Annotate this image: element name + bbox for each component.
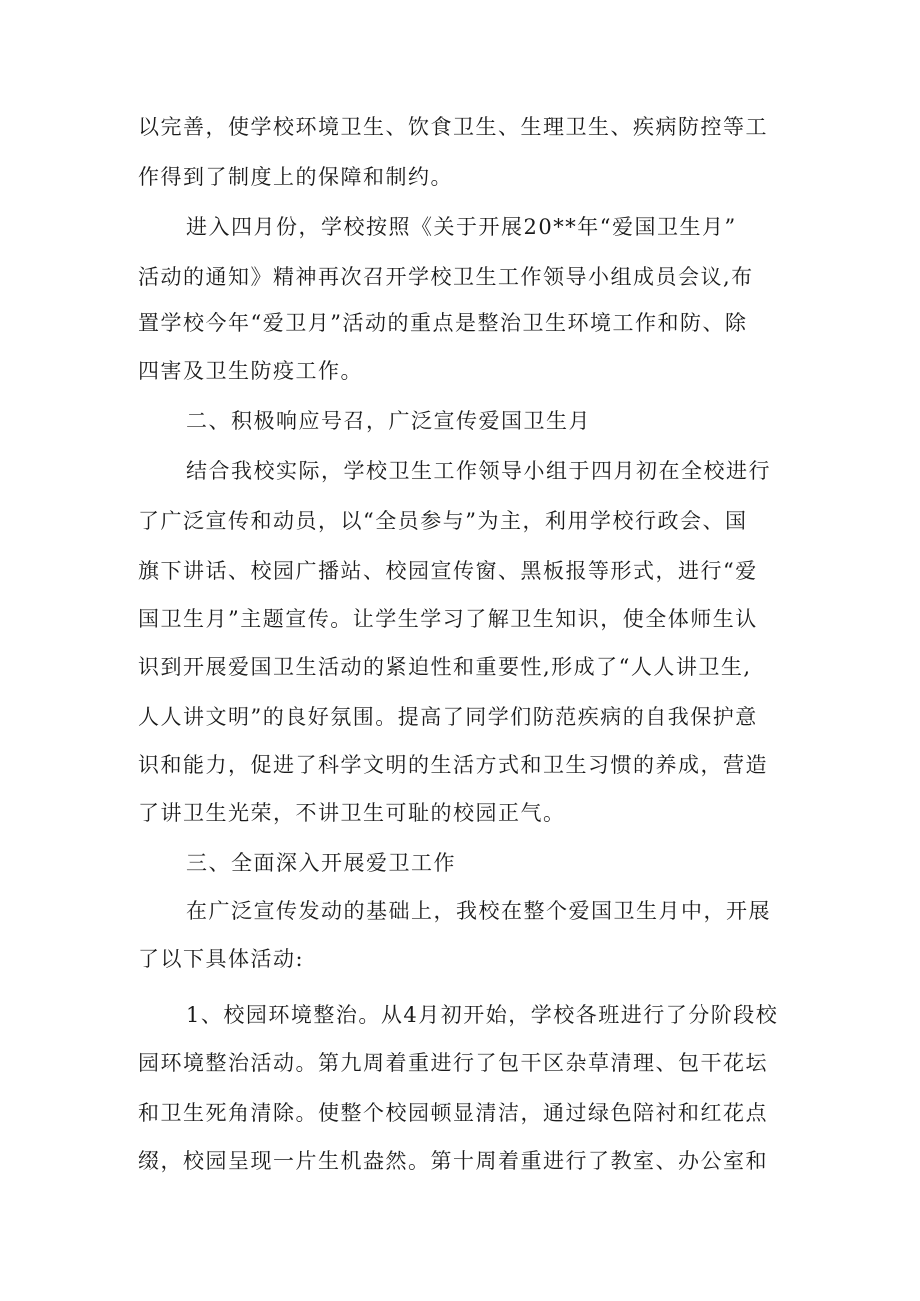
paragraph-line: 以完善，使学校环境卫生、饮食卫生、生理卫生、疾病防控等工 (138, 115, 768, 139)
paragraph-line: 1、校园环境整治。从4月初开始，学校各班进行了分阶段校 (186, 1003, 779, 1027)
paragraph-line: 进入四月份，学校按照《关于开展20**年“爱国卫生月” (186, 215, 737, 239)
paragraph-line: 和卫生死角清除。使整个校园顿显清洁，通过绿色陪衬和红花点 (138, 1101, 768, 1125)
paragraph-line: 国卫生月”主题宣传。让学生学习了解卫生知识，使全体师生认 (138, 607, 758, 631)
paragraph-line: 识和能力，促进了科学文明的生活方式和卫生习惯的养成，营造 (138, 753, 768, 777)
paragraph-line: 人人讲文明”的良好氛围。提高了同学们防范疾病的自我保护意 (138, 705, 758, 729)
paragraph-line: 活动的通知》精神再次召开学校卫生工作领导小组成员会议,布 (138, 265, 754, 289)
section-heading: 三、全面深入开展爱卫工作 (186, 851, 456, 875)
paragraph-line: 在广泛宣传发动的基础上，我校在整个爱国卫生月中，开展 (186, 899, 771, 923)
paragraph-line: 了以下具体活动: (138, 947, 305, 971)
paragraph-line: 缀，校园呈现一片生机盎然。第十周着重进行了教室、办公室和 (138, 1149, 768, 1173)
paragraph-line: 旗下讲话、校园广播站、校园宣传窗、黑板报等形式，进行“爱 (138, 559, 758, 583)
paragraph-line: 置学校今年“爱卫月”活动的重点是整治卫生环境工作和防、除 (138, 311, 748, 335)
paragraph-line: 识到开展爱国卫生活动的紧迫性和重要性,形成了“人人讲卫生, (138, 655, 752, 679)
paragraph-line: 作得到了制度上的保障和制约。 (138, 165, 453, 189)
paragraph-line: 四害及卫生防疫工作。 (138, 359, 363, 383)
paragraph-line: 结合我校实际，学校卫生工作领导小组于四月初在全校进行 (186, 459, 771, 483)
paragraph-line: 了讲卫生光荣，不讲卫生可耻的校园正气。 (138, 801, 566, 825)
paragraph-line: 了广泛宣传和动员，以“全员参与”为主，利用学校行政会、国 (138, 509, 748, 533)
paragraph-line: 园环境整治活动。第九周着重进行了包干区杂草清理、包干花坛 (138, 1051, 768, 1075)
section-heading: 二、积极响应号召，广泛宣传爱国卫生月 (186, 409, 591, 433)
